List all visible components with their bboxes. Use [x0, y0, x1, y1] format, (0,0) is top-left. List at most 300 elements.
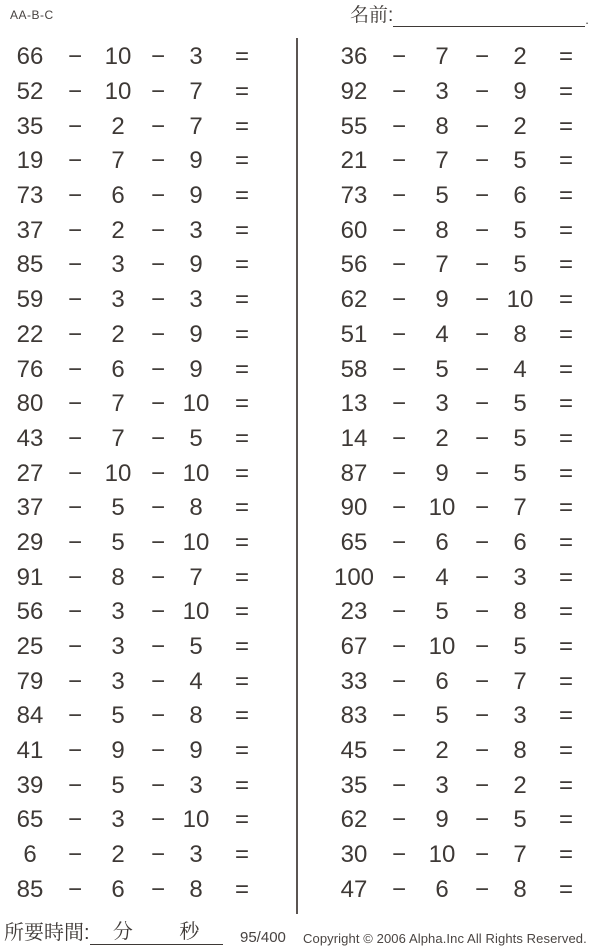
subtrahend-1: 10 — [104, 78, 132, 106]
minus-sign: − — [474, 633, 489, 661]
subtrahend-1: 7 — [435, 43, 449, 71]
equals-sign: = — [234, 598, 249, 626]
problem-row — [328, 318, 594, 353]
minus-sign: − — [391, 390, 406, 418]
subtrahend-2: 8 — [189, 494, 203, 522]
minus-sign: − — [67, 494, 82, 522]
subtrahend-2: 8 — [189, 702, 203, 730]
minuend: 80 — [16, 390, 44, 418]
equals-sign: = — [558, 424, 573, 452]
minus-sign: − — [67, 528, 82, 556]
minus-sign: − — [391, 598, 406, 626]
minuend: 62 — [340, 806, 368, 834]
subtrahend-2: 9 — [189, 737, 203, 765]
minuend: 73 — [16, 182, 44, 210]
subtrahend-1: 3 — [435, 771, 449, 799]
problem-row — [4, 664, 270, 699]
minus-sign: − — [474, 355, 489, 383]
equals-sign: = — [558, 806, 573, 834]
problem-row — [328, 75, 594, 110]
minuend: 47 — [340, 875, 368, 903]
minus-sign: − — [474, 216, 489, 244]
equals-sign: = — [234, 251, 249, 279]
subtrahend-2: 7 — [513, 494, 527, 522]
problem-row — [4, 734, 270, 769]
subtrahend-2: 3 — [189, 286, 203, 314]
minus-sign: − — [67, 737, 82, 765]
problem-row — [328, 526, 594, 561]
minus-sign: − — [391, 737, 406, 765]
subtrahend-1: 6 — [435, 875, 449, 903]
equals-sign: = — [234, 390, 249, 418]
minus-sign: − — [474, 78, 489, 106]
problem-row — [4, 873, 270, 908]
subtrahend-1: 3 — [111, 806, 125, 834]
subtrahend-1: 3 — [111, 633, 125, 661]
equals-sign: = — [234, 78, 249, 106]
minuend: 19 — [16, 147, 44, 175]
minus-sign: − — [150, 286, 165, 314]
minus-sign: − — [474, 528, 489, 556]
subtrahend-2: 2 — [513, 43, 527, 71]
minus-sign: − — [391, 633, 406, 661]
minus-sign: − — [67, 667, 82, 695]
subtrahend-2: 5 — [513, 424, 527, 452]
subtrahend-1: 5 — [111, 528, 125, 556]
subtrahend-2: 8 — [513, 737, 527, 765]
minus-sign: − — [474, 424, 489, 452]
problem-row — [4, 838, 270, 873]
minuend: 91 — [16, 563, 44, 591]
equals-sign: = — [558, 633, 573, 661]
subtrahend-2: 5 — [189, 633, 203, 661]
equals-sign: = — [234, 633, 249, 661]
minuend: 83 — [340, 702, 368, 730]
minus-sign: − — [150, 78, 165, 106]
minus-sign: − — [474, 598, 489, 626]
subtrahend-1: 10 — [104, 459, 132, 487]
minus-sign: − — [391, 251, 406, 279]
subtrahend-2: 7 — [189, 112, 203, 140]
subtrahend-1: 10 — [104, 43, 132, 71]
minus-sign: − — [150, 390, 165, 418]
time-input-line[interactable] — [90, 921, 223, 945]
equals-sign: = — [234, 806, 249, 834]
equals-sign: = — [234, 875, 249, 903]
minuend: 27 — [16, 459, 44, 487]
minus-sign: − — [150, 355, 165, 383]
minus-sign: − — [391, 355, 406, 383]
equals-sign: = — [558, 459, 573, 487]
subtrahend-2: 3 — [513, 702, 527, 730]
subtrahend-2: 10 — [182, 459, 210, 487]
subtrahend-1: 5 — [111, 494, 125, 522]
problem-row — [328, 179, 594, 214]
equals-sign: = — [234, 459, 249, 487]
problem-row — [328, 283, 594, 318]
subtrahend-1: 3 — [435, 390, 449, 418]
subtrahend-1: 5 — [435, 355, 449, 383]
minus-sign: − — [150, 320, 165, 348]
name-input-line[interactable] — [393, 5, 585, 27]
name-label: 名前: — [350, 5, 394, 26]
subtrahend-2: 7 — [513, 841, 527, 869]
subtrahend-1: 7 — [435, 147, 449, 175]
minus-sign: − — [391, 216, 406, 244]
minuend: 59 — [16, 286, 44, 314]
minus-sign: − — [67, 43, 82, 71]
subtrahend-2: 9 — [189, 320, 203, 348]
equals-sign: = — [234, 182, 249, 210]
minus-sign: − — [150, 841, 165, 869]
minus-sign: − — [150, 251, 165, 279]
minus-sign: − — [391, 182, 406, 210]
problem-row — [328, 838, 594, 873]
subtrahend-2: 5 — [513, 390, 527, 418]
time-field — [4, 921, 223, 945]
subtrahend-2: 7 — [189, 78, 203, 106]
subtrahend-2: 5 — [189, 424, 203, 452]
problem-row — [4, 179, 270, 214]
subtrahend-2: 3 — [189, 216, 203, 244]
problem-row — [328, 422, 594, 457]
name-field — [350, 5, 589, 27]
minus-sign: − — [391, 320, 406, 348]
equals-sign: = — [234, 216, 249, 244]
minuend: 37 — [16, 494, 44, 522]
subtrahend-1: 2 — [111, 112, 125, 140]
minus-sign: − — [474, 702, 489, 730]
subtrahend-1: 9 — [435, 286, 449, 314]
minuend: 52 — [16, 78, 44, 106]
minus-sign: − — [391, 147, 406, 175]
subtrahend-2: 10 — [182, 390, 210, 418]
subtrahend-2: 8 — [513, 598, 527, 626]
subtrahend-2: 10 — [182, 528, 210, 556]
minuend: 79 — [16, 667, 44, 695]
minus-sign: − — [474, 320, 489, 348]
minuend: 22 — [16, 320, 44, 348]
minus-sign: − — [150, 43, 165, 71]
minus-sign: − — [474, 875, 489, 903]
minus-sign: − — [391, 806, 406, 834]
minuend: 65 — [340, 528, 368, 556]
minuend: 33 — [340, 667, 368, 695]
minuend: 90 — [340, 494, 368, 522]
problem-row — [328, 734, 594, 769]
minus-sign: − — [391, 459, 406, 487]
equals-sign: = — [234, 737, 249, 765]
subtrahend-1: 3 — [111, 598, 125, 626]
minus-sign: − — [67, 216, 82, 244]
minus-sign: − — [67, 182, 82, 210]
subtrahend-2: 6 — [513, 528, 527, 556]
subtrahend-1: 6 — [111, 875, 125, 903]
minuend: 6 — [23, 841, 37, 869]
minuend: 43 — [16, 424, 44, 452]
problem-row — [4, 109, 270, 144]
problem-row — [328, 248, 594, 283]
equals-sign: = — [234, 702, 249, 730]
subtrahend-1: 10 — [428, 841, 456, 869]
minus-sign: − — [150, 424, 165, 452]
subtrahend-1: 6 — [111, 355, 125, 383]
equals-sign: = — [558, 112, 573, 140]
equals-sign: = — [234, 667, 249, 695]
subtrahend-1: 6 — [435, 528, 449, 556]
minus-sign: − — [474, 563, 489, 591]
minus-sign: − — [474, 182, 489, 210]
minus-sign: − — [67, 702, 82, 730]
column-divider — [296, 38, 298, 914]
minuend: 62 — [340, 286, 368, 314]
problem-row — [4, 630, 270, 665]
minus-sign: − — [150, 182, 165, 210]
subtrahend-1: 9 — [111, 737, 125, 765]
subtrahend-1: 9 — [435, 459, 449, 487]
minuend: 60 — [340, 216, 368, 244]
subtrahend-2: 5 — [513, 459, 527, 487]
minus-sign: − — [150, 702, 165, 730]
problem-row — [4, 560, 270, 595]
equals-sign: = — [234, 286, 249, 314]
minuend: 13 — [340, 390, 368, 418]
subtrahend-1: 6 — [435, 667, 449, 695]
minus-sign: − — [150, 806, 165, 834]
subtrahend-2: 3 — [189, 841, 203, 869]
minuend: 37 — [16, 216, 44, 244]
minus-sign: − — [391, 112, 406, 140]
subtrahend-1: 5 — [111, 702, 125, 730]
minus-sign: − — [67, 355, 82, 383]
equals-sign: = — [234, 841, 249, 869]
subtrahend-1: 4 — [435, 320, 449, 348]
problem-row — [4, 213, 270, 248]
seconds-label: 秒 — [179, 921, 200, 943]
subtrahend-1: 3 — [111, 251, 125, 279]
problem-row — [328, 491, 594, 526]
problem-row — [328, 699, 594, 734]
minus-sign: − — [67, 147, 82, 175]
problem-row — [328, 873, 594, 908]
minus-sign: − — [150, 598, 165, 626]
subtrahend-2: 9 — [513, 78, 527, 106]
minuend: 92 — [340, 78, 368, 106]
subtrahend-1: 10 — [428, 494, 456, 522]
minus-sign: − — [67, 78, 82, 106]
minus-sign: − — [391, 286, 406, 314]
problem-row — [4, 40, 270, 75]
subtrahend-1: 2 — [435, 424, 449, 452]
equals-sign: = — [234, 112, 249, 140]
problem-row — [328, 664, 594, 699]
problems-column-right — [328, 40, 594, 907]
minus-sign: − — [67, 424, 82, 452]
minus-sign: − — [474, 771, 489, 799]
minus-sign: − — [67, 459, 82, 487]
problem-row — [328, 352, 594, 387]
subtrahend-1: 10 — [428, 633, 456, 661]
minus-sign: − — [391, 563, 406, 591]
minus-sign: − — [474, 667, 489, 695]
subtrahend-2: 7 — [513, 667, 527, 695]
equals-sign: = — [558, 875, 573, 903]
subtrahend-2: 8 — [189, 875, 203, 903]
problem-row — [328, 768, 594, 803]
problem-row — [4, 248, 270, 283]
minuend: 45 — [340, 737, 368, 765]
minus-sign: − — [391, 702, 406, 730]
problem-row — [4, 595, 270, 630]
page-number: 95/400 — [240, 929, 286, 946]
minus-sign: − — [67, 771, 82, 799]
problem-row — [328, 630, 594, 665]
minus-sign: − — [391, 841, 406, 869]
equals-sign: = — [558, 355, 573, 383]
subtrahend-2: 10 — [182, 806, 210, 834]
problem-row — [4, 283, 270, 318]
subtrahend-1: 2 — [111, 320, 125, 348]
minuend: 35 — [340, 771, 368, 799]
equals-sign: = — [558, 251, 573, 279]
minus-sign: − — [150, 667, 165, 695]
subtrahend-1: 8 — [435, 112, 449, 140]
minus-sign: − — [150, 737, 165, 765]
subtrahend-1: 5 — [435, 702, 449, 730]
problem-row — [328, 109, 594, 144]
minuend: 67 — [340, 633, 368, 661]
minuend: 55 — [340, 112, 368, 140]
minuend: 76 — [16, 355, 44, 383]
subtrahend-2: 6 — [513, 182, 527, 210]
minus-sign: − — [150, 147, 165, 175]
minus-sign: − — [150, 771, 165, 799]
minus-sign: − — [474, 841, 489, 869]
equals-sign: = — [234, 528, 249, 556]
subtrahend-2: 5 — [513, 216, 527, 244]
subtrahend-2: 3 — [189, 771, 203, 799]
subtrahend-2: 8 — [513, 320, 527, 348]
minus-sign: − — [67, 598, 82, 626]
minus-sign: − — [67, 841, 82, 869]
equals-sign: = — [234, 771, 249, 799]
name-line-period: . — [585, 12, 589, 27]
problem-row — [328, 803, 594, 838]
subtrahend-1: 3 — [111, 286, 125, 314]
subtrahend-1: 8 — [435, 216, 449, 244]
minuend: 25 — [16, 633, 44, 661]
problem-row — [4, 422, 270, 457]
minuend: 51 — [340, 320, 368, 348]
minuend: 66 — [16, 43, 44, 71]
subtrahend-1: 4 — [435, 563, 449, 591]
minuend: 14 — [340, 424, 368, 452]
subtrahend-1: 7 — [111, 424, 125, 452]
equals-sign: = — [558, 390, 573, 418]
minus-sign: − — [474, 286, 489, 314]
minuend: 39 — [16, 771, 44, 799]
problem-row — [328, 456, 594, 491]
subtrahend-1: 9 — [435, 806, 449, 834]
subtrahend-1: 8 — [111, 563, 125, 591]
problem-row — [4, 387, 270, 422]
equals-sign: = — [234, 320, 249, 348]
equals-sign: = — [558, 598, 573, 626]
problem-row — [4, 456, 270, 491]
equals-sign: = — [558, 320, 573, 348]
minuend: 65 — [16, 806, 44, 834]
problems-column-left — [4, 40, 270, 907]
minus-sign: − — [67, 286, 82, 314]
subtrahend-2: 2 — [513, 771, 527, 799]
subtrahend-2: 10 — [182, 598, 210, 626]
problem-row — [4, 699, 270, 734]
problem-row — [4, 352, 270, 387]
subtrahend-2: 8 — [513, 875, 527, 903]
minuend: 73 — [340, 182, 368, 210]
equals-sign: = — [558, 286, 573, 314]
minuend: 58 — [340, 355, 368, 383]
minus-sign: − — [391, 43, 406, 71]
worksheet-code: AA-B-C — [10, 8, 54, 22]
equals-sign: = — [234, 147, 249, 175]
equals-sign: = — [558, 78, 573, 106]
equals-sign: = — [558, 771, 573, 799]
minus-sign: − — [474, 251, 489, 279]
minus-sign: − — [67, 875, 82, 903]
problem-row — [328, 40, 594, 75]
problem-row — [328, 387, 594, 422]
minuend: 41 — [16, 737, 44, 765]
equals-sign: = — [234, 563, 249, 591]
subtrahend-2: 4 — [513, 355, 527, 383]
subtrahend-1: 2 — [435, 737, 449, 765]
subtrahend-1: 7 — [435, 251, 449, 279]
minus-sign: − — [391, 875, 406, 903]
equals-sign: = — [558, 702, 573, 730]
equals-sign: = — [558, 841, 573, 869]
problem-row — [328, 560, 594, 595]
equals-sign: = — [558, 182, 573, 210]
equals-sign: = — [234, 43, 249, 71]
subtrahend-2: 5 — [513, 251, 527, 279]
subtrahend-2: 5 — [513, 147, 527, 175]
minus-sign: − — [391, 78, 406, 106]
subtrahend-2: 3 — [189, 43, 203, 71]
subtrahend-1: 5 — [435, 598, 449, 626]
minus-sign: − — [474, 390, 489, 418]
minuend: 56 — [16, 598, 44, 626]
minus-sign: − — [67, 251, 82, 279]
minus-sign: − — [474, 494, 489, 522]
minus-sign: − — [67, 390, 82, 418]
minus-sign: − — [150, 112, 165, 140]
minus-sign: − — [391, 424, 406, 452]
minus-sign: − — [474, 806, 489, 834]
subtrahend-2: 5 — [513, 633, 527, 661]
equals-sign: = — [558, 494, 573, 522]
subtrahend-1: 7 — [111, 390, 125, 418]
subtrahend-1: 2 — [111, 841, 125, 869]
problem-row — [4, 526, 270, 561]
minuend: 29 — [16, 528, 44, 556]
equals-sign: = — [234, 355, 249, 383]
subtrahend-1: 3 — [435, 78, 449, 106]
minutes-label: 分 — [112, 921, 133, 943]
equals-sign: = — [558, 216, 573, 244]
subtrahend-1: 6 — [111, 182, 125, 210]
subtrahend-2: 10 — [506, 286, 534, 314]
